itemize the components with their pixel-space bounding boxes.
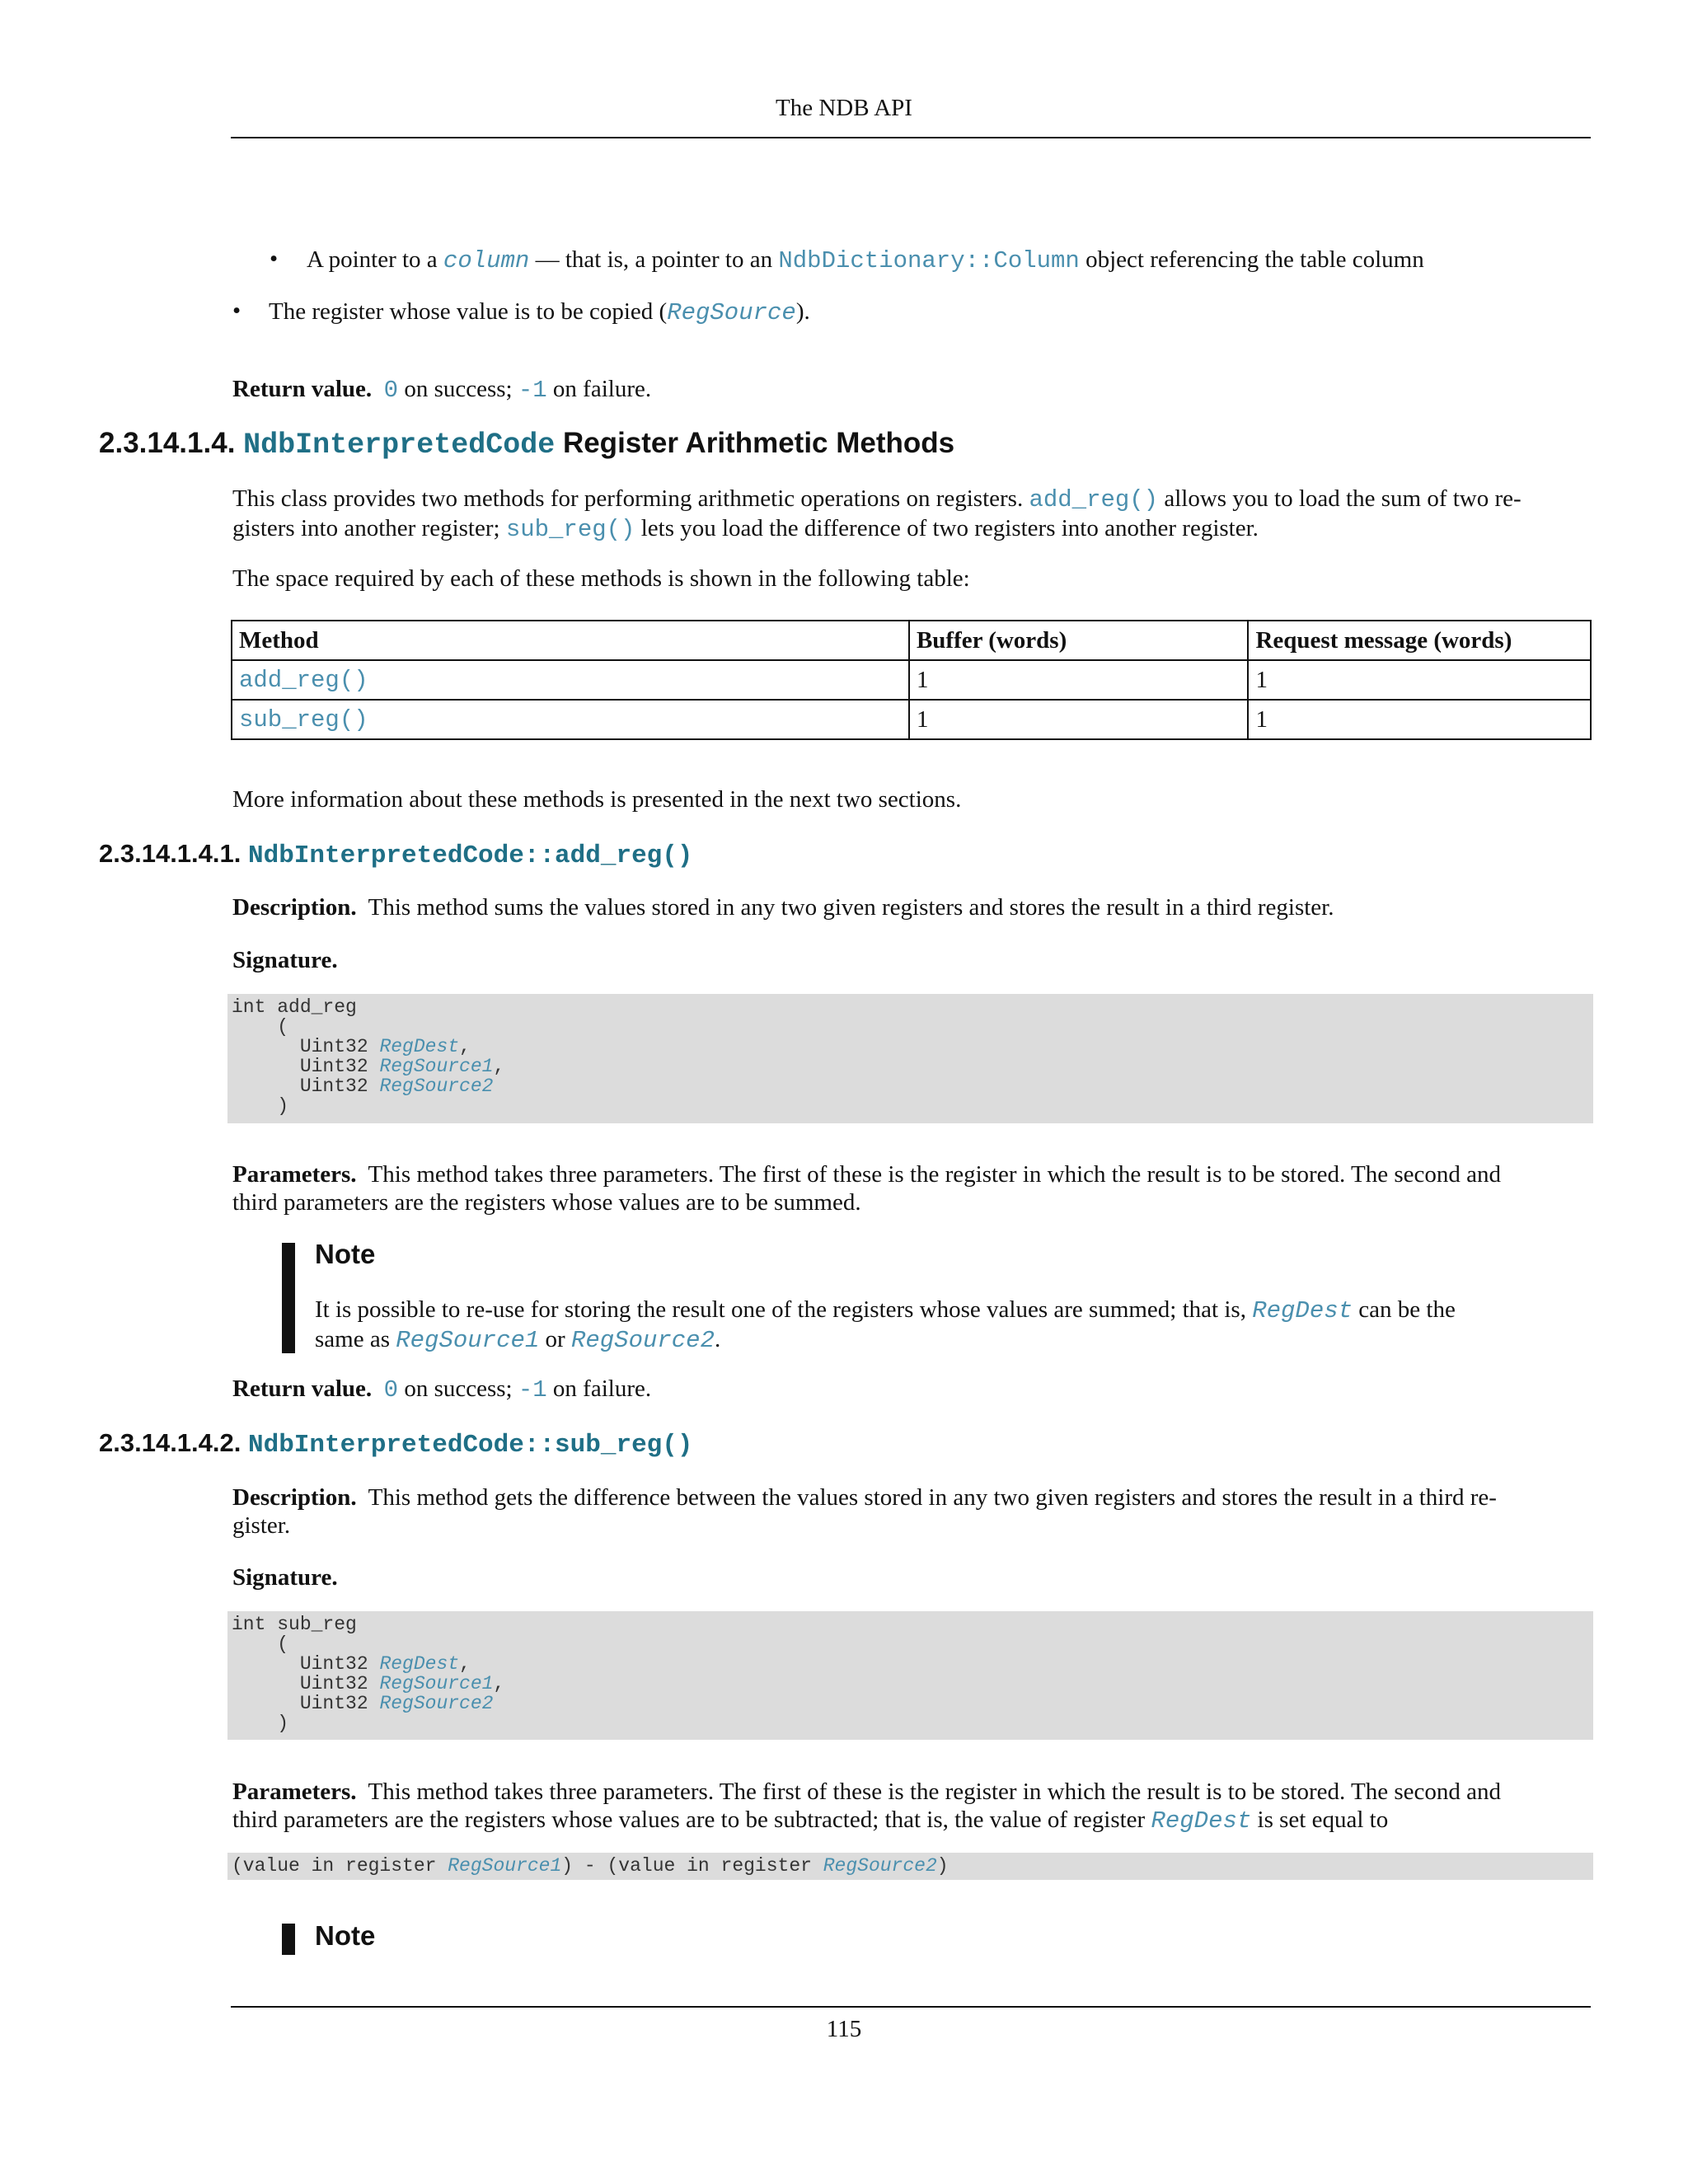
heading-sub-reg [99, 1428, 693, 1460]
code-param: RegSource2 [379, 1076, 494, 1097]
code-neg-one: -1 [518, 377, 547, 404]
note-title: Note [315, 1239, 376, 1269]
parameters-text: This method takes three parameters. The first of these is the register in which the result is to be stored. The second and [368, 1161, 1501, 1188]
parameters-label: Parameters. [232, 1779, 357, 1805]
code-punct: , [493, 1056, 505, 1077]
return-text: on failure. [546, 376, 652, 402]
intro-text: gisters into another register; [232, 515, 506, 541]
table-row [232, 700, 1591, 739]
heading-add-reg [99, 839, 693, 870]
add-reg-description [232, 893, 1576, 921]
code-neg-one: -1 [518, 1376, 547, 1404]
table-cell-request: 1 [1248, 700, 1591, 739]
description-text: This method gets the difference between the values stored in any two given registers and stores the result in a third re- [368, 1484, 1497, 1511]
table-header-request: Request message (words) [1248, 621, 1591, 660]
section-code: NdbInterpretedCode::add_reg() [248, 841, 693, 870]
bullet-marker: • [270, 246, 279, 272]
intro-text: lets you load the difference of two registers into another register. [635, 515, 1259, 541]
return-label: Return value. [232, 1376, 373, 1402]
bullet-text: object referencing the table column [1079, 246, 1424, 273]
bullet-item-column-pointer [307, 246, 1592, 275]
section-code: NdbInterpretedCode [243, 429, 556, 462]
table-header-row [232, 621, 1591, 660]
code-param: RegDest [379, 1653, 460, 1675]
table-header-buffer: Buffer (words) [909, 621, 1249, 660]
sub-reg-description [232, 1483, 1576, 1540]
note-bar [282, 1924, 295, 1955]
code-line [227, 1654, 1593, 1674]
code-text: ) - (value in register [561, 1855, 823, 1877]
table-cell-method: sub_reg() [232, 700, 909, 739]
code-param: RegSource1 [379, 1673, 494, 1694]
parameters-text: third parameters are the registers whose values are to be subtracted; that is, the value of register [232, 1807, 1151, 1833]
sub-reg-expression [227, 1853, 1593, 1880]
space-table [231, 620, 1592, 740]
code-line [227, 1853, 1593, 1880]
code-regsource1: RegSource1 [396, 1327, 540, 1354]
description-label: Description. [232, 1484, 357, 1511]
code-line: int add_reg [232, 996, 357, 1018]
intro-text: allows you to load the sum of two re- [1158, 485, 1522, 512]
bullet-text: — that is, a pointer to an [529, 246, 779, 273]
note-text-part: same as [315, 1326, 396, 1352]
table-cell-buffer: 1 [909, 700, 1249, 739]
code-regdest: RegDest [1151, 1807, 1252, 1835]
code-type: Uint32 [232, 1673, 380, 1694]
bullet-text: A pointer to a [307, 246, 443, 273]
code-punct: , [493, 1673, 505, 1694]
code-line: ( [232, 1633, 289, 1655]
code-line: int sub_reg [232, 1614, 357, 1635]
section-intro [232, 485, 1576, 544]
parameters-text: is set equal to [1251, 1807, 1389, 1833]
description-text: gister. [232, 1512, 291, 1539]
add-reg-return-value [232, 1375, 1576, 1404]
header-rule [231, 137, 1591, 138]
add-reg-parameters [232, 1160, 1576, 1216]
code-type: Uint32 [232, 1693, 380, 1714]
add-reg-signature-label: Signature. [232, 947, 338, 973]
page-number: 115 [826, 2016, 862, 2042]
code-type: Uint32 [232, 1653, 380, 1675]
bullet-item-register-source [269, 298, 1587, 327]
section-number: 2.3.14.1.4.1. [99, 839, 241, 868]
code-ndbdictionary-column: NdbDictionary::Column [778, 247, 1080, 274]
code-zero: 0 [383, 1376, 399, 1404]
description-text: This method sums the values stored in any two given registers and stores the result in a third register. [368, 894, 1334, 921]
code-regsource2: RegSource2 [570, 1327, 715, 1354]
note-text-part: It is possible to re-use for storing the result one of the registers whose values are summed; that is, [315, 1296, 1253, 1323]
footer-rule [231, 2006, 1591, 2008]
code-add-reg: add_reg() [1029, 486, 1159, 513]
code-line [227, 1694, 1593, 1713]
sub-reg-signature-code [227, 1611, 1593, 1740]
return-value-copy [232, 375, 1576, 405]
section-title: Register Arithmetic Methods [555, 427, 955, 459]
code-line [227, 1037, 1593, 1057]
note-text-part: . [714, 1326, 721, 1352]
section-code: NdbInterpretedCode::sub_reg() [248, 1431, 693, 1460]
section-number: 2.3.14.1.4.2. [99, 1428, 241, 1457]
return-text: on success; [398, 376, 518, 402]
table-header-method: Method [232, 621, 909, 660]
code-line: ) [232, 1713, 289, 1734]
code-line [227, 1076, 1593, 1096]
more-info: More information about these methods is presented in the next two sections. [232, 786, 962, 813]
parameters-text: third parameters are the registers whose values are to be summed. [232, 1189, 861, 1216]
table-cell-request: 1 [1248, 660, 1591, 700]
return-label: Return value. [232, 376, 373, 402]
code-type: Uint32 [232, 1036, 380, 1057]
parameters-text: This method takes three parameters. The first of these is the register in which the result is to be stored. The second and [368, 1779, 1501, 1805]
add-reg-signature-code [227, 994, 1593, 1123]
note-title: Note [315, 1920, 376, 1951]
table-cell-buffer: 1 [909, 660, 1249, 700]
table-intro: The space required by each of these methods is shown in the following table: [232, 565, 970, 592]
bullet-marker: • [232, 298, 241, 324]
note-text-part: or [539, 1326, 571, 1352]
code-zero: 0 [383, 377, 399, 404]
parameters-label: Parameters. [232, 1161, 357, 1188]
note-text-part: can be the [1353, 1296, 1456, 1323]
code-param: RegSource2 [379, 1693, 494, 1714]
bullet-text: ). [795, 298, 810, 325]
sub-reg-signature-label: Signature. [232, 1564, 338, 1591]
bullet-text: The register whose value is to be copied ( [269, 298, 668, 325]
table-cell-method: add_reg() [232, 660, 909, 700]
description-label: Description. [232, 894, 357, 921]
code-text: ) [936, 1855, 949, 1877]
code-text: (value in register [232, 1855, 448, 1877]
sub-reg-parameters [232, 1778, 1576, 1835]
code-line: ) [232, 1095, 289, 1117]
return-text: on failure. [546, 1376, 652, 1402]
note-bar [282, 1243, 295, 1353]
return-text: on success; [398, 1376, 518, 1402]
code-param: RegSource1 [379, 1056, 494, 1077]
code-punct: , [459, 1036, 471, 1057]
code-punct: , [459, 1653, 471, 1675]
code-line: ( [232, 1016, 289, 1038]
code-param: RegSource2 [823, 1855, 937, 1877]
code-type: Uint32 [232, 1076, 380, 1097]
code-type: Uint32 [232, 1056, 380, 1077]
code-param: RegDest [379, 1036, 460, 1057]
code-sub-reg: sub_reg() [505, 516, 635, 543]
section-number: 2.3.14.1.4. [99, 427, 236, 459]
page-header: The NDB API [776, 95, 912, 121]
intro-text: This class provides two methods for performing arithmetic operations on registers. [232, 485, 1029, 512]
code-column: column [443, 247, 530, 274]
code-param: RegSource1 [448, 1855, 562, 1877]
code-regsource: RegSource [667, 299, 796, 326]
note-text [315, 1296, 1584, 1355]
code-line [227, 1674, 1593, 1694]
section-heading-arithmetic [99, 427, 954, 462]
table-row [232, 660, 1591, 700]
code-regdest: RegDest [1252, 1297, 1353, 1324]
code-line [227, 1057, 1593, 1076]
